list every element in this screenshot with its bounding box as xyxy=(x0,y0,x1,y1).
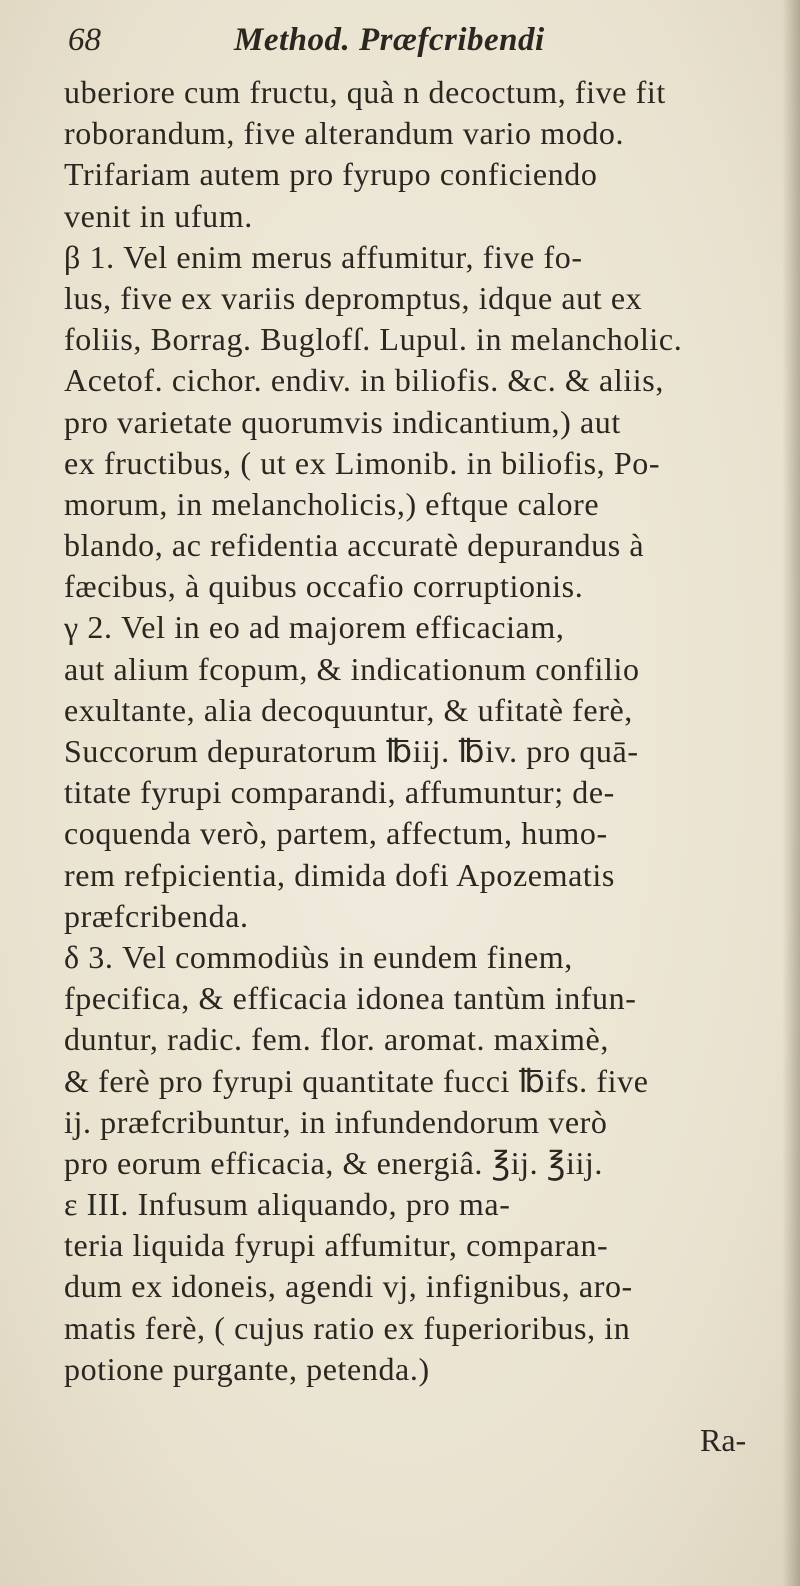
text-line: venit in ufum. xyxy=(64,197,253,234)
catchword: Ra- xyxy=(700,1422,747,1458)
page-header xyxy=(64,18,764,62)
text-line: fæcibus, à quibus occafio corruptionis. xyxy=(64,568,584,605)
text-line: teria liquida fyrupi affumitur, comparan- xyxy=(64,1227,609,1264)
text-line: Trifariam autem pro fyrupo conficiendo xyxy=(64,156,598,193)
text-line: Acetof. cichor. endiv. in biliofis. &c. & aliis, xyxy=(64,362,664,399)
text-line: Succorum depuratorum ℔iij. ℔iv. pro quā- xyxy=(64,733,639,769)
text-line: ex fructibus, ( ut ex Limonib. in biliofis, Po- xyxy=(64,444,661,481)
text-line: potione purgante, petenda.) xyxy=(64,1350,430,1387)
text-line: præfcribenda. xyxy=(64,897,249,934)
text-line: morum, in melancholicis,) eftque calore xyxy=(64,485,600,522)
page-edge-shadow xyxy=(782,0,800,1586)
text-line: pro eorum efficacia, & energiâ. ℥ij. ℥iij. xyxy=(64,1144,604,1181)
text-line: β 1. Vel enim merus affumitur, five fo- xyxy=(64,238,583,275)
text-line: rem refpicientia, dimida dofi Apozematis xyxy=(64,856,615,893)
text-line: aut alium fcopum, & indicationum confilio xyxy=(64,650,640,687)
text-line: δ 3. Vel commodiùs in eundem finem, xyxy=(64,938,573,975)
text-line: matis ferè, ( cujus ratio ex fuperioribus, in xyxy=(64,1309,631,1346)
text-line: pro varietate quorumvis indicantium,) aut xyxy=(64,403,621,440)
text-line: titate fyrupi comparandi, affumuntur; de- xyxy=(64,774,615,811)
page-number: 68 xyxy=(68,22,101,58)
text-line: γ 2. Vel in eo ad majorem efficaciam, xyxy=(64,609,565,646)
text-line: duntur, radic. fem. flor. aromat. maximè, xyxy=(64,1021,609,1058)
body-text xyxy=(64,72,776,1390)
text-line: uberiore cum fructu, quà n decoctum, five fit xyxy=(64,74,666,110)
text-line: roborandum, five alterandum vario modo. xyxy=(64,115,625,152)
text-line: ij. præfcribuntur, in infundendorum verò xyxy=(64,1103,608,1140)
running-title: Method. Præfcribendi xyxy=(234,22,545,58)
text-line: coquenda verò, partem, affectum, humo- xyxy=(64,815,608,852)
text-line: blando, ac refidentia accuratè depurandus à xyxy=(64,527,645,564)
text-line: fpecifica, & efficacia idonea tantùm infun- xyxy=(64,980,637,1017)
text-line: & ferè pro fyrupi quantitate fucci ℔ifs. five xyxy=(64,1062,649,1099)
text-line: ε III. Infusum aliquando, pro ma- xyxy=(64,1186,511,1223)
text-line: foliis, Borrag. Buglofſ. Lupul. in melancholic. xyxy=(64,321,683,358)
text-line: exultante, alia decoquuntur, & ufitatè ferè, xyxy=(64,691,633,728)
text-line: lus, five ex variis depromptus, idque aut ex xyxy=(64,279,643,316)
text-line: dum ex idoneis, agendi vj, infignibus, aro- xyxy=(64,1268,633,1305)
